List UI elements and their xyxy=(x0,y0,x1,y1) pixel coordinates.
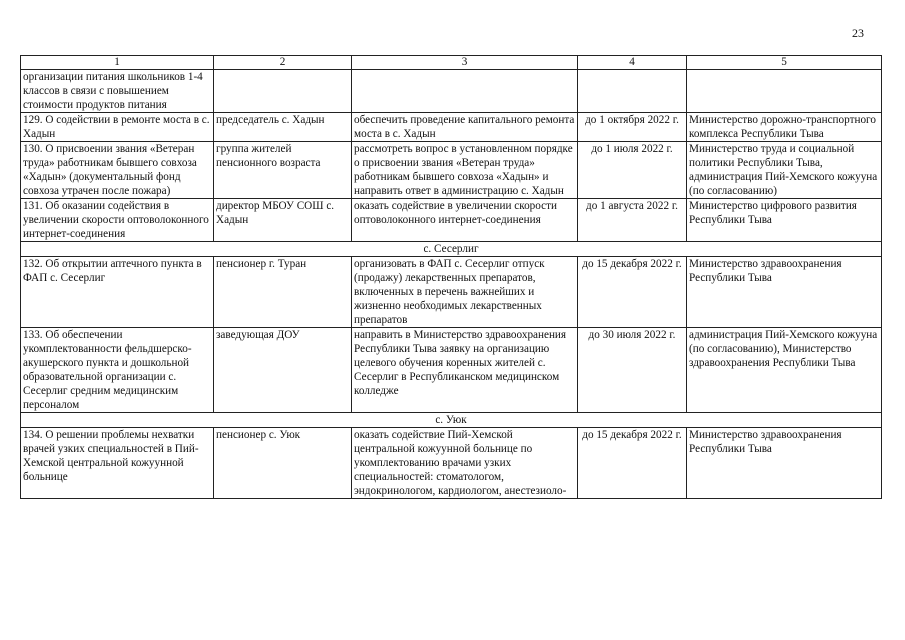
section-row xyxy=(21,413,882,428)
deadline-cell: до 1 октября 2022 г. xyxy=(578,113,687,142)
table-row xyxy=(21,142,882,199)
issue-cell: 132. Об открытии аптечного пункта в ФАП с. Сесерлиг xyxy=(21,257,214,328)
table-row xyxy=(21,328,882,413)
column-header: 4 xyxy=(578,56,687,70)
header-row xyxy=(21,56,882,70)
column-header: 2 xyxy=(214,56,352,70)
applicant-cell xyxy=(214,70,352,113)
page-number: 23 xyxy=(852,26,864,40)
measure-cell xyxy=(352,70,578,113)
applicant-cell: пенсионер с. Уюк xyxy=(214,428,352,499)
responsible-cell: Министерство дорожно-транспортного комплекса Республики Тыва xyxy=(687,113,882,142)
responsible-cell xyxy=(687,70,882,113)
issue-cell: 131. Об оказании содействия в увеличении скорости оптоволоконного интернет-соединения xyxy=(21,199,214,242)
deadline-cell: до 15 декабря 2022 г. xyxy=(578,428,687,499)
table-row xyxy=(21,428,882,499)
applicant-cell: группа жителей пенсионного возраста xyxy=(214,142,352,199)
deadline-cell: до 15 декабря 2022 г. xyxy=(578,257,687,328)
column-header: 3 xyxy=(352,56,578,70)
deadline-cell: до 1 августа 2022 г. xyxy=(578,199,687,242)
section-heading: с. Сесерлиг xyxy=(21,242,882,257)
issue-cell: 130. О присвоении звания «Ветеран труда» работникам бывшего совхоза «Хадын» (документальный фонд совхоза утрачен после пожара) xyxy=(21,142,214,199)
section-row xyxy=(21,242,882,257)
measure-cell: обеспечить проведение капитального ремонта моста в с. Хадын xyxy=(352,113,578,142)
deadline-cell xyxy=(578,70,687,113)
issue-cell: 133. Об обеспечении укомплектованности фельдшерско-акушерского пункта и дошкольной образовательной организации с. Сесерлиг средним медицинским персоналом xyxy=(21,328,214,413)
applicant-cell: заведующая ДОУ xyxy=(214,328,352,413)
applicant-cell: пенсионер г. Туран xyxy=(214,257,352,328)
issue-cell: 129. О содействии в ремонте моста в с. Хадын xyxy=(21,113,214,142)
responsible-cell: Министерство здравоохранения Республики Тыва xyxy=(687,428,882,499)
measure-cell: оказать содействие Пий-Хемской центральной кожуунной больнице по укомплектованию врачами узких специальностей: стоматологом, эндокринологом, кардиологом, анестезиоло- xyxy=(352,428,578,499)
section-heading: с. Уюк xyxy=(21,413,882,428)
table-row xyxy=(21,199,882,242)
responsible-cell: Министерство цифрового развития Республики Тыва xyxy=(687,199,882,242)
responsible-cell: Министерство труда и социальной политики Республики Тыва, администрация Пий-Хемского кожууна (по согласованию) xyxy=(687,142,882,199)
measure-cell: рассмотреть вопрос в установленном порядке о присвоении звания «Ветеран труда» работникам бывшего совхоза «Хадын» и направить ответ в администрацию с. Хадын xyxy=(352,142,578,199)
column-header: 1 xyxy=(21,56,214,70)
issue-cell: организации питания школьников 1-4 классов в связи с повышением стоимости продуктов питания xyxy=(21,70,214,113)
deadline-cell: до 1 июля 2022 г. xyxy=(578,142,687,199)
applicant-cell: председатель с. Хадын xyxy=(214,113,352,142)
measure-cell: направить в Министерство здравоохранения Республики Тыва заявку на организацию целевого обучения коренных жителей с. Сесерлиг в Республиканском медицинском колледже xyxy=(352,328,578,413)
table-row xyxy=(21,257,882,328)
issue-cell: 134. О решении проблемы нехватки врачей узких специальностей в Пий-Хемской центральной кожуунной больнице xyxy=(21,428,214,499)
document-table xyxy=(20,55,882,499)
applicant-cell: директор МБОУ СОШ с. Хадын xyxy=(214,199,352,242)
column-header: 5 xyxy=(687,56,882,70)
table-row xyxy=(21,70,882,113)
table-row xyxy=(21,113,882,142)
measure-cell: оказать содействие в увеличении скорости оптоволоконного интернет-соединения xyxy=(352,199,578,242)
measure-cell: организовать в ФАП с. Сесерлиг отпуск (продажу) лекарственных препаратов, включенных в перечень важнейших и жизненно необходимых лекарственных препаратов xyxy=(352,257,578,328)
responsible-cell: Министерство здравоохранения Республики Тыва xyxy=(687,257,882,328)
responsible-cell: администрация Пий-Хемского кожууна (по согласованию), Министерство здравоохранения Республики Тыва xyxy=(687,328,882,413)
deadline-cell: до 30 июля 2022 г. xyxy=(578,328,687,413)
